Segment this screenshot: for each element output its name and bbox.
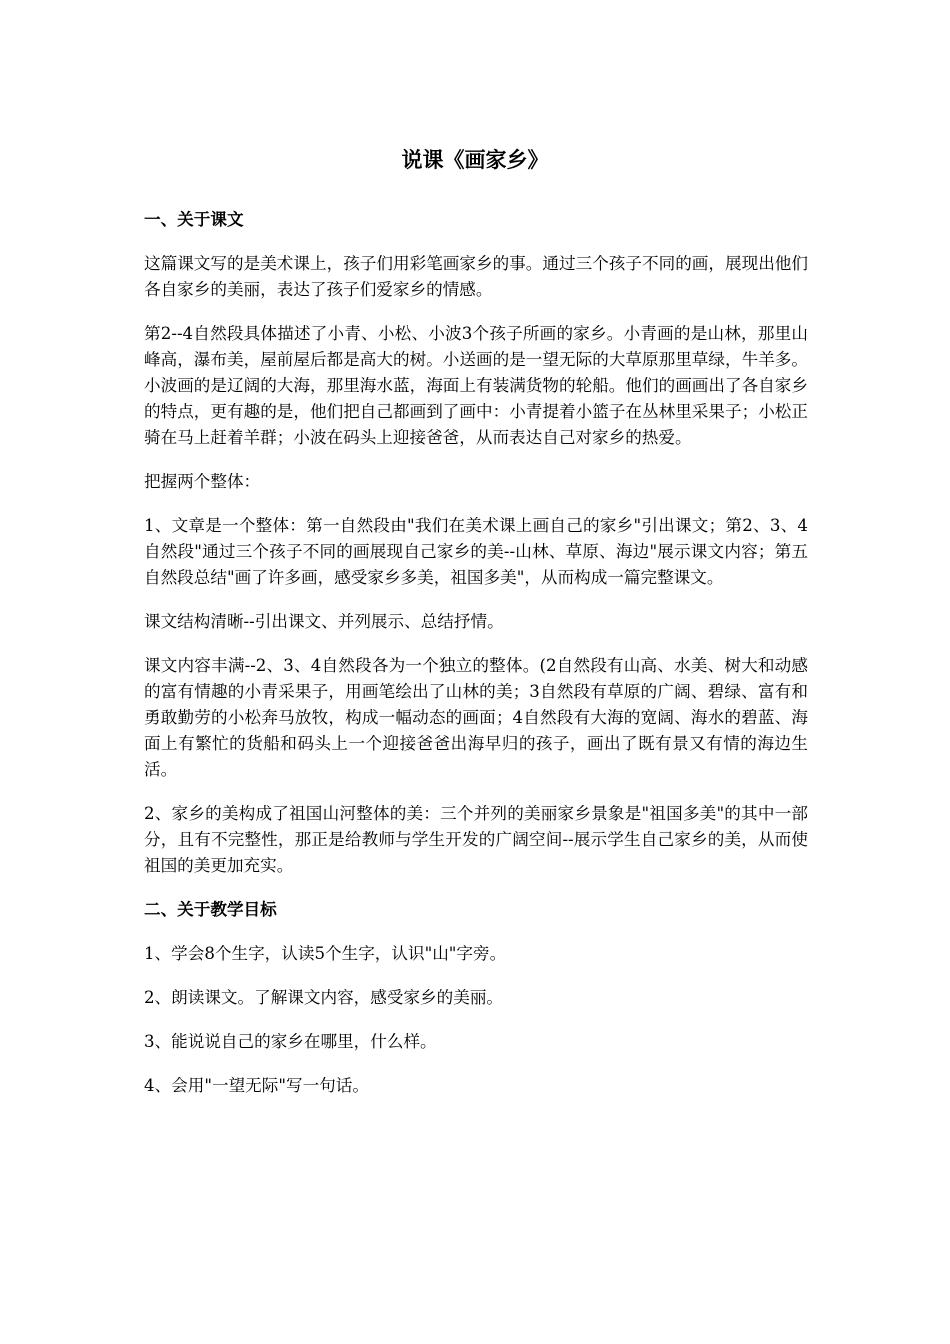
goal-item: 2、朗读课文。了解课文内容，感受家乡的美丽。 — [144, 988, 504, 1007]
paragraph-hometown-beauty: 2、家乡的美构成了祖国山河整体的美：三个并列的美丽家乡景象是"祖国多美"的其中一部分，且有不完整性，那正是给教师与学生开发的广阔空间--展示学生自己家乡的美，从而使祖国的美更加充实。 — [144, 804, 808, 875]
paragraph-content-rich: 课文内容丰满--2、3、4自然段各为一个独立的整体。(2自然段有山高、水美、树大和动感的富有情趣的小青采果子，用画笔绘出了山林的美；3自然段有草原的广阔、碧绿、富有和勇敢勤劳的小松奔马放牧，构成一幅动态的画面；4自然段有大海的宽阔、海水的碧蓝、海面上有繁忙的货船和码头上一个迎接爸爸出海早归的孩子，画出了既有景又有情的海边生活。 — [144, 656, 808, 779]
paragraph-two-wholes: 把握两个整体： — [144, 472, 261, 491]
document-title: 说课《画家乡》 — [401, 148, 549, 172]
paragraph-description: 第2--4自然段具体描述了小青、小松、小波3个孩子所画的家乡。小青画的是山林，那里山峰高，瀑布美，屋前屋后都是高大的树。小送画的是一望无际的大草原那里草绿，牛羊多。小波画的是辽阔的大海，那里海水蓝，海面上有装满货物的轮船。他们的画画出了各自家乡的特点，更有趣的是，他们把自己都画到了画中：小青提着小篮子在丛林里采果子；小松正骑在马上赶着羊群；小波在码头上迎接爸爸，从而表达自己对家乡的热爱。 — [144, 324, 808, 447]
paragraph-structure-whole: 1、文章是一个整体：第一自然段由"我们在美术课上画自己的家乡"引出课文；第2、3、4自然段"通过三个孩子不同的画展现自己家乡的美--山林、草原、海边"展示课文内容；第五自然段总结"画了许多画，感受家乡多美，祖国多美"，从而构成一篇完整课文。 — [144, 516, 808, 587]
goal-item: 1、学会8个生字，认读5个生字，认识"山"字旁。 — [144, 944, 507, 963]
section-heading-teaching-goals: 二、关于教学目标 — [144, 900, 277, 919]
paragraph-structure-clear: 课文结构清晰--引出课文、并列展示、总结抒情。 — [144, 612, 504, 631]
goal-item: 3、能说说自己的家乡在哪里，什么样。 — [144, 1032, 437, 1051]
document-body — [144, 207, 808, 1117]
goal-item: 4、会用"一望无际"写一句话。 — [144, 1076, 369, 1095]
section-heading-about-text: 一、关于课文 — [144, 210, 244, 229]
paragraph-intro: 这篇课文写的是美术课上，孩子们用彩笔画家乡的事。通过三个孩子不同的画，展现出他们各自家乡的美丽，表达了孩子们爱家乡的情感。 — [144, 254, 808, 299]
